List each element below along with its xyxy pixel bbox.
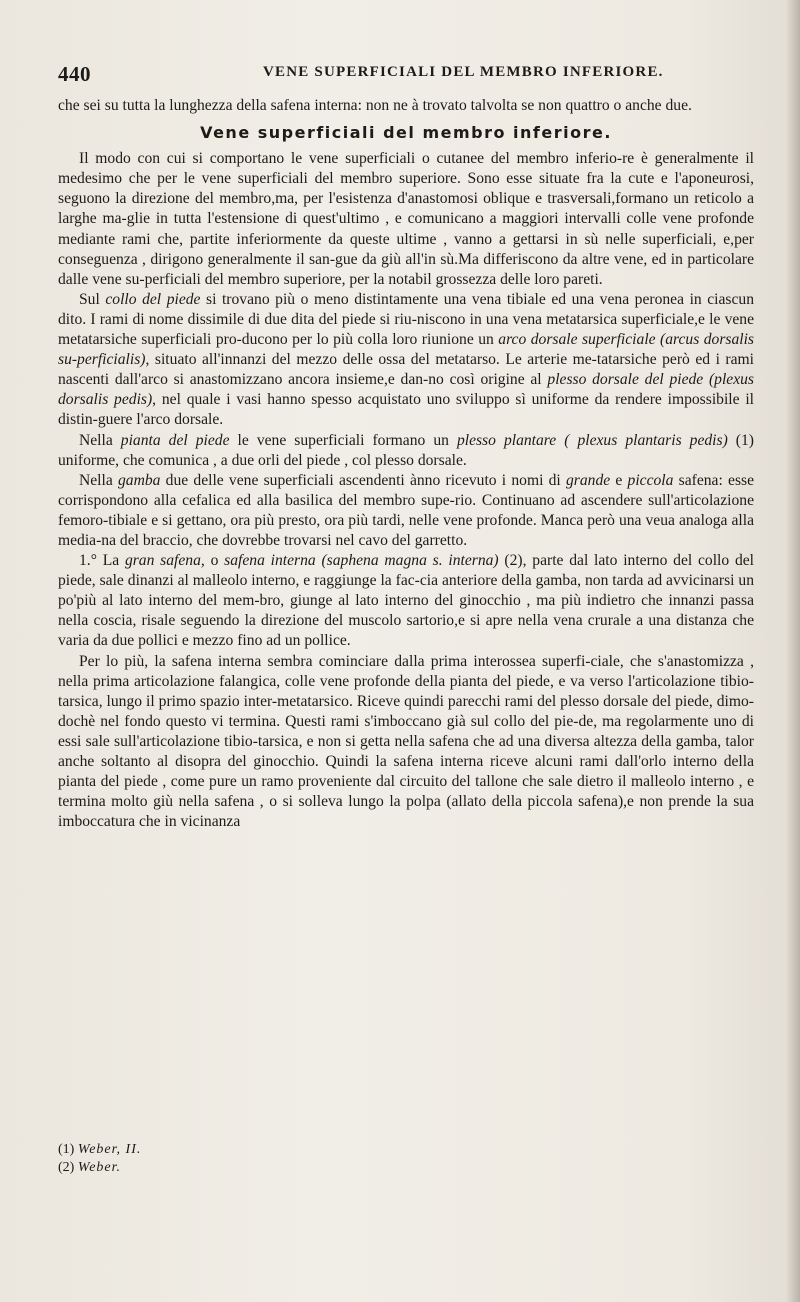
- footnote-marker: (1): [58, 1142, 75, 1157]
- body-text: [58, 96, 754, 832]
- intro-paragraph: che sei su tutta la lunghezza della safena interna: non ne à trovato talvolta se non quattro o anche due.: [58, 97, 692, 114]
- paragraph-5: [58, 551, 754, 651]
- footnote-source: Weber.: [77, 1160, 122, 1175]
- footnote-marker: (2): [58, 1160, 75, 1175]
- page-number: 440: [58, 62, 91, 86]
- paragraph-6: Per lo più, la safena interna sembra cominciare dalla prima interossea superfi-ciale, che s'anastomizza , nella prima articolazione falangica, colle vene profonde della pianta del piede, e va verso l'articolazione tibio-tarsica, lungo il primo spazio inter-metatarsico. Riceve quindi parecchi rami del plesso dorsale del piede, dimo-dochè nel fondo questo vi termina. Questi rami s'imboccano già sul collo del pie-de, ma regolarmente uno di essi sale sull'articolazione tibio-tarsica, e non si getta nella safena che ad una diversa altezza della gamba, talor anche soltanto al disopra del ginocchio. Quindi la safena interna riceve alcuni rami dall'orlo interno della pianta del piede , come pure un ramo proveniente dal circuito del tallone che sale dietro il malleolo interno , e termina molto giù nella safena , o si solleva lungo la polpa (allato della piccola safena),e non prende la sua imboccatura che in vicinanza: [58, 652, 754, 831]
- footnotes: [58, 1141, 754, 1177]
- italic-term: gran safena,: [124, 552, 205, 570]
- text-run: o: [204, 552, 225, 570]
- italic-term: gamba: [118, 471, 161, 489]
- running-head: VENE SUPERFICIALI DEL MEMBRO INFERIORE.: [263, 64, 664, 80]
- text-run: (1) uniforme, che comunica , a due orli del piede , col plesso dorsale.: [58, 431, 754, 469]
- text-run: le vene superficiali formano un: [229, 431, 457, 449]
- italic-term: safena interna (saphena magna s. interna): [224, 552, 499, 570]
- page-edge-shadow: [786, 0, 800, 1302]
- footnote-1: [58, 1141, 754, 1159]
- paragraph-4: [58, 471, 754, 551]
- text-run: Sul: [79, 290, 106, 308]
- italic-term: piccola: [627, 471, 674, 489]
- page-header: [58, 62, 748, 86]
- italic-term: arco dorsale superficiale (arcus dorsalis su-perficialis): [58, 331, 754, 369]
- paragraph-2: [58, 290, 754, 431]
- text-run: Nella: [79, 471, 118, 489]
- text-run: si trovano più o meno distintamente una vena tibiale ed una vena peronea in ciascun dito. I rami di nome dissimile di due dita del piede si riu-niscono in una vena metatarsica superficiale,e le vene metatarsiche superficiali pro-ducono per lo più colla loro riunione un: [58, 290, 755, 349]
- paragraph-1: Il modo con cui si comportano le vene superficiali o cutanee del membro inferio-re è generalmente il medesimo che per le vene superficiali del membro superiore. Sono esse situate fra la cute e l'aponeurosi, seguono la direzione del membro,ma, per l'esistenza d'anastomosi oblique e trasversali,formano un reticolo a larghe ma-glie in tutta l'estensione di quest'ultimo , e comunicano a maggiori intervalli colle vene profonde mediante rami che, partite inferiormente da queste ultime , vanno a gettarsi in sù nelle superficiali, e,per conseguenza , dirigono generalmente il san-gue da giù all'in sù.Ma differiscono da altre vene, ed in particolare dalle vene su-perficiali del membro superiore, per la notabil grossezza delle loro pareti.: [58, 150, 754, 288]
- text-run: (2), parte dal lato interno del collo del piede, sale dinanzi al malleolo interno, e raggiunge la fac-cia anteriore della gamba, non tarda ad avvicinarsi un po'più al lato interno del mem-bro, giunge al lato interno del ginocchio , ma più indietro che innanzi passa nella coscia, risale seguendo la direzione del muscolo sartorio,e si apre nella vena crurale a una distanza che varia da due pollici e mezzo fino ad un pollice.: [58, 552, 754, 650]
- italic-term: grande: [565, 471, 611, 489]
- text-run: Nella: [79, 431, 121, 449]
- footnote-source: Weber, II.: [77, 1142, 142, 1157]
- footnote-2: [58, 1159, 754, 1177]
- section-title: Vene superficiali del membro inferiore.: [200, 123, 612, 143]
- text-run: , nel quale i vasi hanno spesso acquistato uno sviluppo sì uniforme da rendere impossibile il distin-guere l'arco dorsale.: [58, 391, 754, 429]
- paragraph-3: [58, 431, 754, 471]
- text-run: due delle vene superficiali ascendenti ànno ricevuto i nomi di: [160, 471, 566, 489]
- italic-term: plesso dorsale del piede (plexus dorsalis pedis): [58, 371, 755, 409]
- italic-term: collo del piede: [105, 290, 201, 308]
- italic-term: pianta del piede: [120, 431, 230, 449]
- text-run: 1.° La: [79, 552, 125, 570]
- italic-term: plesso plantare ( plexus plantaris pedis): [456, 431, 728, 449]
- text-run: e: [610, 471, 628, 489]
- text-run: , situato all'innanzi del mezzo delle ossa del metatarso. Le arterie me-tatarsiche però ed i rami nascenti dall'arco si anastomizzano ancora insieme,e dan-no così origine al: [58, 351, 754, 389]
- text-run: safena: esse corrispondono alla cefalica ed alla basilica del membro supe-rio. Continuano ad ascendere sull'articolazione femoro-tibiale e si gettano, ora più presto, ora più tardi, nelle vene profonde. Manca però una veua analoga alla media-na del braccio, che dovrebbe trovarsi nel cavo del garretto.: [58, 471, 755, 549]
